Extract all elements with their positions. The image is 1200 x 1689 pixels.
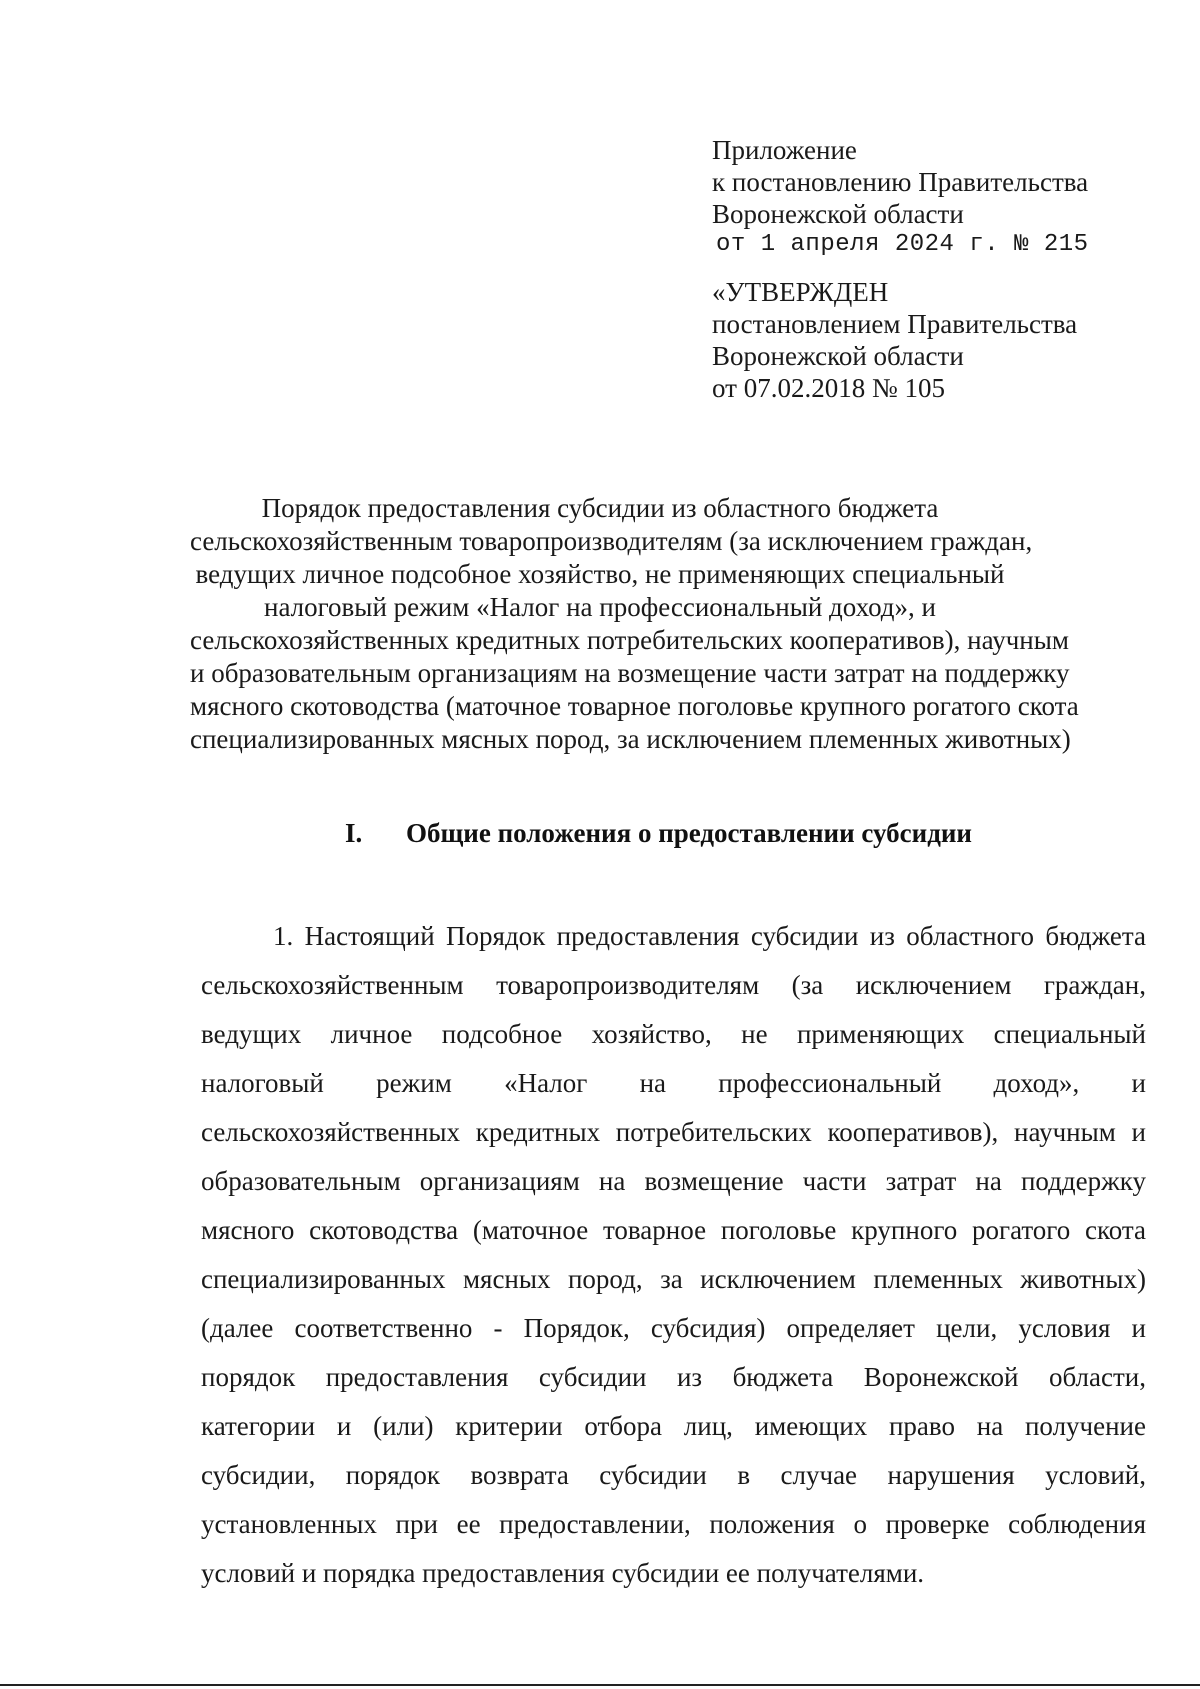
- paragraph-1: [201, 912, 1146, 1598]
- paragraph-line: установленных при ее предоставлении, положения о проверке соблюдения: [201, 1509, 1146, 1539]
- paragraph-line: субсидии, порядок возврата субсидии в случае нарушения условий,: [201, 1460, 1146, 1490]
- title-line: ведущих личное подсобное хозяйство, не применяющих специальный: [195, 559, 1005, 589]
- page-bottom-rule: [0, 1684, 1200, 1686]
- paragraph-line: ведущих личное подсобное хозяйство, не применяющих специальный: [201, 1019, 1146, 1049]
- title-line: мясного скотоводства (маточное товарное поголовье крупного рогатого скота: [190, 691, 1079, 721]
- section-heading: [345, 818, 1045, 849]
- title-line: налоговый режим «Налог на профессиональный доход», и: [264, 592, 936, 622]
- appendix-line: Воронежской области: [712, 199, 964, 229]
- title-line: сельскохозяйственных кредитных потребительских кооперативов), научным: [190, 625, 1069, 655]
- approved-line: «УТВЕРЖДЕН: [712, 277, 889, 307]
- paragraph-line: порядок предоставления субсидии из бюджета Воронежской области,: [201, 1362, 1146, 1392]
- appendix-line: Приложение: [712, 135, 857, 165]
- paragraph-line: сельскохозяйственных кредитных потребительских кооперативов), научным и: [201, 1117, 1146, 1147]
- approved-line: от 07.02.2018 № 105: [712, 373, 945, 403]
- title-line: Порядок предоставления субсидии из областного бюджета: [261, 493, 939, 523]
- appendix-line: к постановлению Правительства: [712, 167, 1089, 197]
- paragraph-line: условий и порядка предоставления субсидии ее получателями.: [201, 1558, 925, 1588]
- paragraph-line: специализированных мясных пород, за исключением племенных животных): [201, 1264, 1146, 1294]
- paragraph-line: (далее соответственно - Порядок, субсидия) определяет цели, условия и: [201, 1313, 1146, 1343]
- paragraph-line: мясного скотоводства (маточное товарное поголовье крупного рогатого скота: [201, 1215, 1146, 1245]
- title-line: специализированных мясных пород, за исключением племенных животных): [190, 724, 1071, 754]
- appendix-header: [712, 134, 1152, 404]
- section-number: I.: [345, 818, 363, 848]
- section-title: Общие положения о предоставлении субсидии: [406, 818, 972, 848]
- paragraph-line: 1. Настоящий Порядок предоставления субсидии из областного бюджета: [273, 921, 1146, 951]
- approved-line: постановлением Правительства: [712, 309, 1078, 339]
- document-title: [190, 492, 1079, 756]
- approved-line: Воронежской области: [712, 341, 964, 371]
- paragraph-line: сельскохозяйственным товаропроизводителям (за исключением граждан,: [201, 970, 1146, 1000]
- title-line: и образовательным организациям на возмещение части затрат на поддержку: [190, 658, 1070, 688]
- title-line: сельскохозяйственным товаропроизводителям (за исключением граждан,: [190, 526, 1033, 556]
- resolution-date-number: от 1 апреля 2024 г. № 215: [716, 231, 1089, 258]
- paragraph-line: образовательным организациям на возмещение части затрат на поддержку: [201, 1166, 1146, 1196]
- paragraph-line: налоговый режим «Налог на профессиональный доход», и: [201, 1068, 1146, 1098]
- paragraph-line: категории и (или) критерии отбора лиц, имеющих право на получение: [201, 1411, 1146, 1441]
